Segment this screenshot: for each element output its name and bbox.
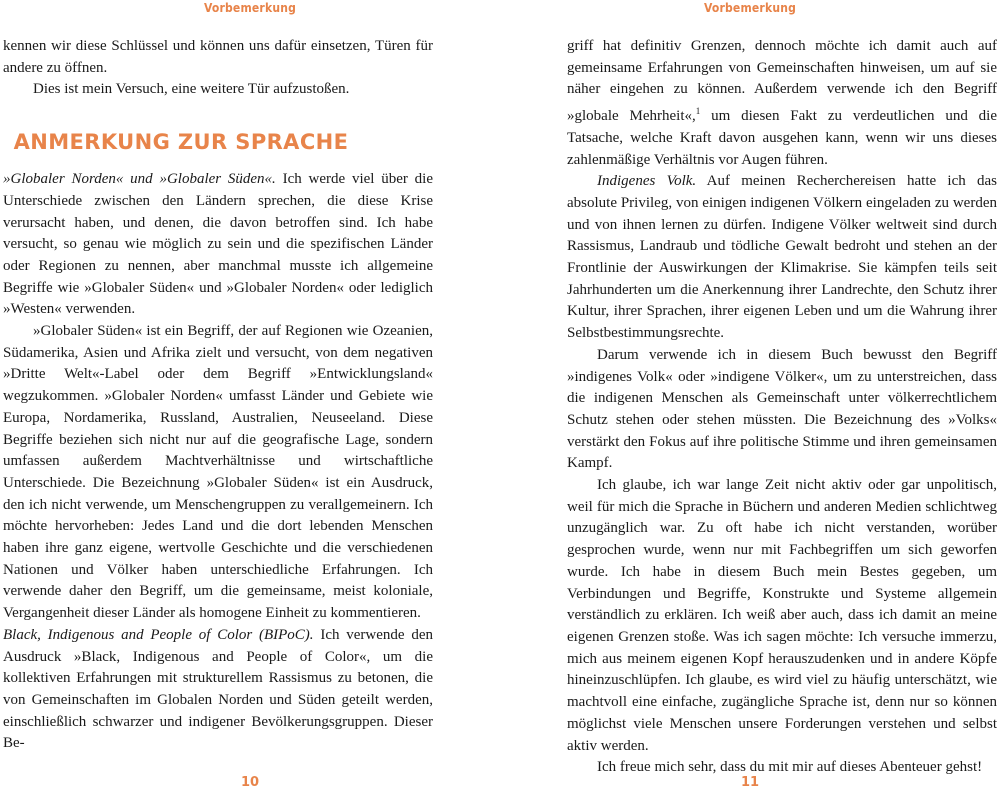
running-head-right: Vorbemerkung <box>703 1 797 15</box>
right-page <box>500 0 1000 800</box>
page-number-right: 11 <box>740 775 760 790</box>
left-page-body <box>3 36 433 755</box>
paragraph-text: Ich werde viel über die Unterschiede zwischen den Ländern sprechen, die diese Krise verursacht haben, und denen, die davon betroffen sind. Ich habe versucht, so genau wie möglich zu sein und die spezifischen Länder oder Regionen zu nennen, aber manchmal musste ich allgemeine Begriffe wie »Globaler Süden« und »Globaler Norden« oder lediglich »Westen« verwenden. <box>3 171 433 318</box>
footnote-marker[interactable]: 1 <box>695 106 701 117</box>
paragraph-text: Auf meinen Recherchereisen hatte ich das absolute Privileg, von einigen indigenen Völkern eingeladen zu werden und von ihnen lernen zu dürfen. Indigene Völker weltweit sind durch Rassismus, Landraub und tödliche Gewalt bedroht und stehen an der Frontlinie der Auswirkungen der Klimakrise. Sie kämpfen teils seit Jahrhunderten um die Anerkennung ihrer Landrechte, den Schutz ihrer Kultur, ihrer Sprachen, ihrer eigenen Leben und um die Wahrung ihrer Selbstbestimmungsrechte. <box>567 173 998 342</box>
running-head-left: Vorbemerkung <box>203 1 297 15</box>
paragraph-global-south-definition: »Globaler Süden« ist ein Begriff, der auf Regionen wie Ozeanien, Südamerika, Asien und Afrika zielt und versucht, von dem negativen »Dritte Welt«-Label oder dem Begriff »Entwicklungsland« wegzukommen. »Globaler Norden« umfasst Länder und Gebiete wie Europa, Nordamerika, Russland, Australien, Neuseeland. Diese Begriffe beziehen sich nicht nur auf die geografische Lage, sondern umfassen außerdem Machtverhältnisse und wirtschaftliche Unterschiede. Die Bezeichnung »Globaler Süden« ist ein Ausdruck, den ich nicht verwende, um Menschengruppen zu verallgemeinern. Ich möchte hervorheben: Jedes Land und die dort lebenden Menschen haben ihre ganz eigene, wertvolle Geschichte und die verschiedenen Nationen und Völker haben unterschiedliche Erfahrungen. Ich verwende daher den Begriff, um die gemeinsame, meist koloniale, Vergangenheit dieser Länder als homogene Einheit zu kommentieren. <box>3 323 433 622</box>
page-number-left: 10 <box>240 775 260 790</box>
paragraph-term-usage: Darum verwende ich in diesem Buch bewusst den Begriff »indigenes Volk« oder »indigene Völker«, um zu unterstreichen, dass die indigenen Menschen als Gemeinschaft unter völkerrechtlichem Schutz stehen oder stehen müssten. Die Bezeichnung des »Volks« verstärkt den Fokus auf ihre politische Stimme und ihren gemeinsamen Kampf. <box>567 346 997 472</box>
paragraph-closing: Ich freue mich sehr, dass du mit mir auf dieses Abenteuer gehst! <box>597 759 983 776</box>
paragraph-text: Ich verwende den Ausdruck »Black, Indigenous and People of Color«, um die kollektiven Erfahrungen mit strukturellem Rassismus zu betonen, die von Gemeinschaften im Globalen Norden und Süden geteilt werden, einschließlich schwarzer und indigener Bevölkerungsgruppen. Dieser Be- <box>3 626 433 752</box>
term-bipoc: Black, Indigenous and People of Color (BIPoC). <box>3 626 314 643</box>
paragraph-accessible-language: Ich glaube, ich war lange Zeit nicht aktiv oder gar unpolitisch, weil für mich die Sprache in Büchern und anderen Medien schlichtweg unzugänglich war. Zu oft habe ich nicht verstanden, worüber gesprochen wurde, wenn nur mit Fachbegriffen um sich geworfen wurde. Ich habe in diesem Buch mein Bestes gegeben, um Verbindungen und Begriffe, Konstrukte und Systeme allgemein verständlich zu erklären. Ich weiß aber auch, dass ich damit an meine eigenen Grenzen stoße. Was ich sagen möchte: Ich versuche immerzu, mich aus meinem eigenen Kopf herauszudenken und in andere Köpfe hineinzuschlüpfen. Ich glaube, es wird viel zu häufig unterschätzt, wie machtvoll eine einfache, zugängliche Sprache ist, denn nur so können möglichst viele Menschen unsere Forderungen verstehen und selbst aktiv werden. <box>567 477 997 754</box>
paragraph-text: um diesen Fakt zu verdeutlichen und die Tatsache, welche Kraft davon ausgehen kann, wenn wir uns dieses zahlenmäßige Verhältnis vor Augen führen. <box>567 108 997 168</box>
paragraph-indigenous-people <box>567 171 997 345</box>
term-indigenous-people: Indigenes Volk. <box>597 173 697 190</box>
term-global-north-south: »Globaler Norden« und »Globaler Süden«. <box>3 171 276 188</box>
section-heading: ANMERKUNG ZUR SPRACHE <box>13 130 349 155</box>
right-page-body <box>567 36 997 779</box>
paragraph-continuation <box>567 36 997 171</box>
paragraph-intro-continuation: kennen wir diese Schlüssel und können uns dafür einsetzen, Türen für andere zu öffnen. <box>3 38 433 76</box>
paragraph-text: griff hat definitiv Grenzen, dennoch möchte ich damit auch auf gemeinsame Erfahrungen von Gemeinschaften hinweisen, um auf sie näher eingehen zu können. Außerdem verwende ich den Begriff »globale Mehrheit«, <box>567 38 997 125</box>
paragraph-bipoc <box>3 625 433 755</box>
paragraph-intro-statement: Dies ist mein Versuch, eine weitere Tür aufzustoßen. <box>33 81 350 98</box>
paragraph-global-north-south <box>3 169 433 321</box>
